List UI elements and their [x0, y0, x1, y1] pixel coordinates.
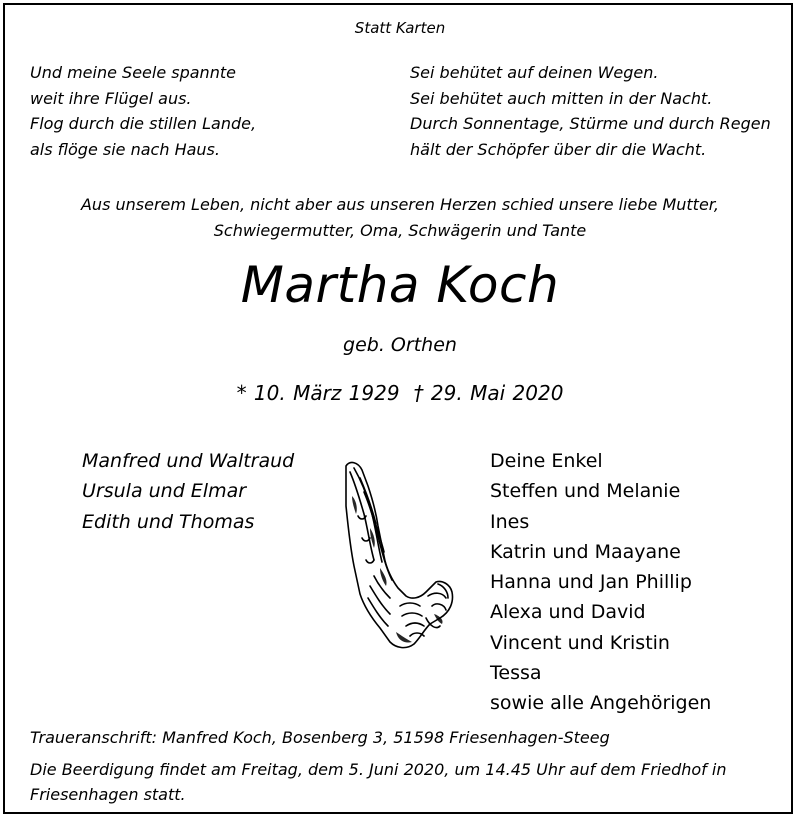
poem-right-line: hält der Schöpfer über dir die Wacht.: [410, 139, 707, 159]
header-statt-karten: Statt Karten: [354, 19, 446, 37]
mourner-entry: sowie alle Angehörigen: [490, 692, 712, 715]
mourner-entry: Manfred und Waltraud: [82, 450, 295, 472]
poem-right-line: Sei behütet auf deinen Wegen.: [410, 63, 659, 82]
mourner-entry: Ursula und Elmar: [82, 480, 247, 503]
praying-hands-icon: [340, 456, 458, 652]
poem-left-line: als flöge sie nach Haus.: [30, 139, 220, 159]
mourner-entry: Deine Enkel: [490, 450, 603, 472]
funeral-line: Die Beerdigung findet am Freitag, dem 5. Juni 2020, um 14.45 Uhr auf dem Friedhof in: [30, 760, 727, 779]
poem-left-line: weit ihre Flügel aus.: [30, 88, 192, 108]
mourners-children: [82, 446, 294, 537]
life-dates: [0, 381, 800, 405]
mourner-entry: Edith und Thomas: [82, 510, 255, 533]
mourner-entry: Tessa: [490, 662, 542, 685]
poem-left-line: Flog durch die stillen Lande,: [30, 114, 257, 133]
mourner-entry: Steffen und Melanie: [490, 480, 681, 503]
mourner-entry: Vincent und Kristin: [490, 631, 670, 654]
mourner-entry: Hanna und Jan Phillip: [490, 571, 692, 594]
intro-line: Aus unserem Leben, nicht aber aus unseren Herzen schied unsere liebe Mutter,: [80, 195, 719, 214]
poem-right: [410, 60, 771, 162]
intro-text: [0, 192, 800, 243]
mourners-grandchildren: [490, 446, 711, 719]
poem-right-line: Durch Sonnentage, Stürme und durch Regen: [410, 114, 771, 133]
death-date: † 29. Mai 2020: [413, 381, 564, 405]
funeral-notice: [30, 757, 790, 807]
birth-date: * 10. März 1929: [236, 381, 400, 405]
deceased-name: Martha Koch: [240, 256, 560, 314]
mourner-entry: Ines: [490, 510, 530, 533]
poem-left: [30, 60, 256, 162]
mourner-entry: Katrin und Maayane: [490, 540, 681, 563]
maiden-name: geb. Orthen: [343, 334, 457, 356]
mourner-entry: Alexa und David: [490, 601, 646, 624]
poem-left-line: Und meine Seele spannte: [30, 63, 236, 82]
poem-right-line: Sei behütet auch mitten in der Nacht.: [410, 88, 713, 108]
mourning-address: Traueranschrift: Manfred Koch, Bosenberg 3, 51598 Friesenhagen-Steeg: [30, 728, 610, 747]
funeral-line: Friesenhagen statt.: [30, 785, 186, 804]
intro-line: Schwiegermutter, Oma, Schwägerin und Tante: [213, 220, 587, 240]
